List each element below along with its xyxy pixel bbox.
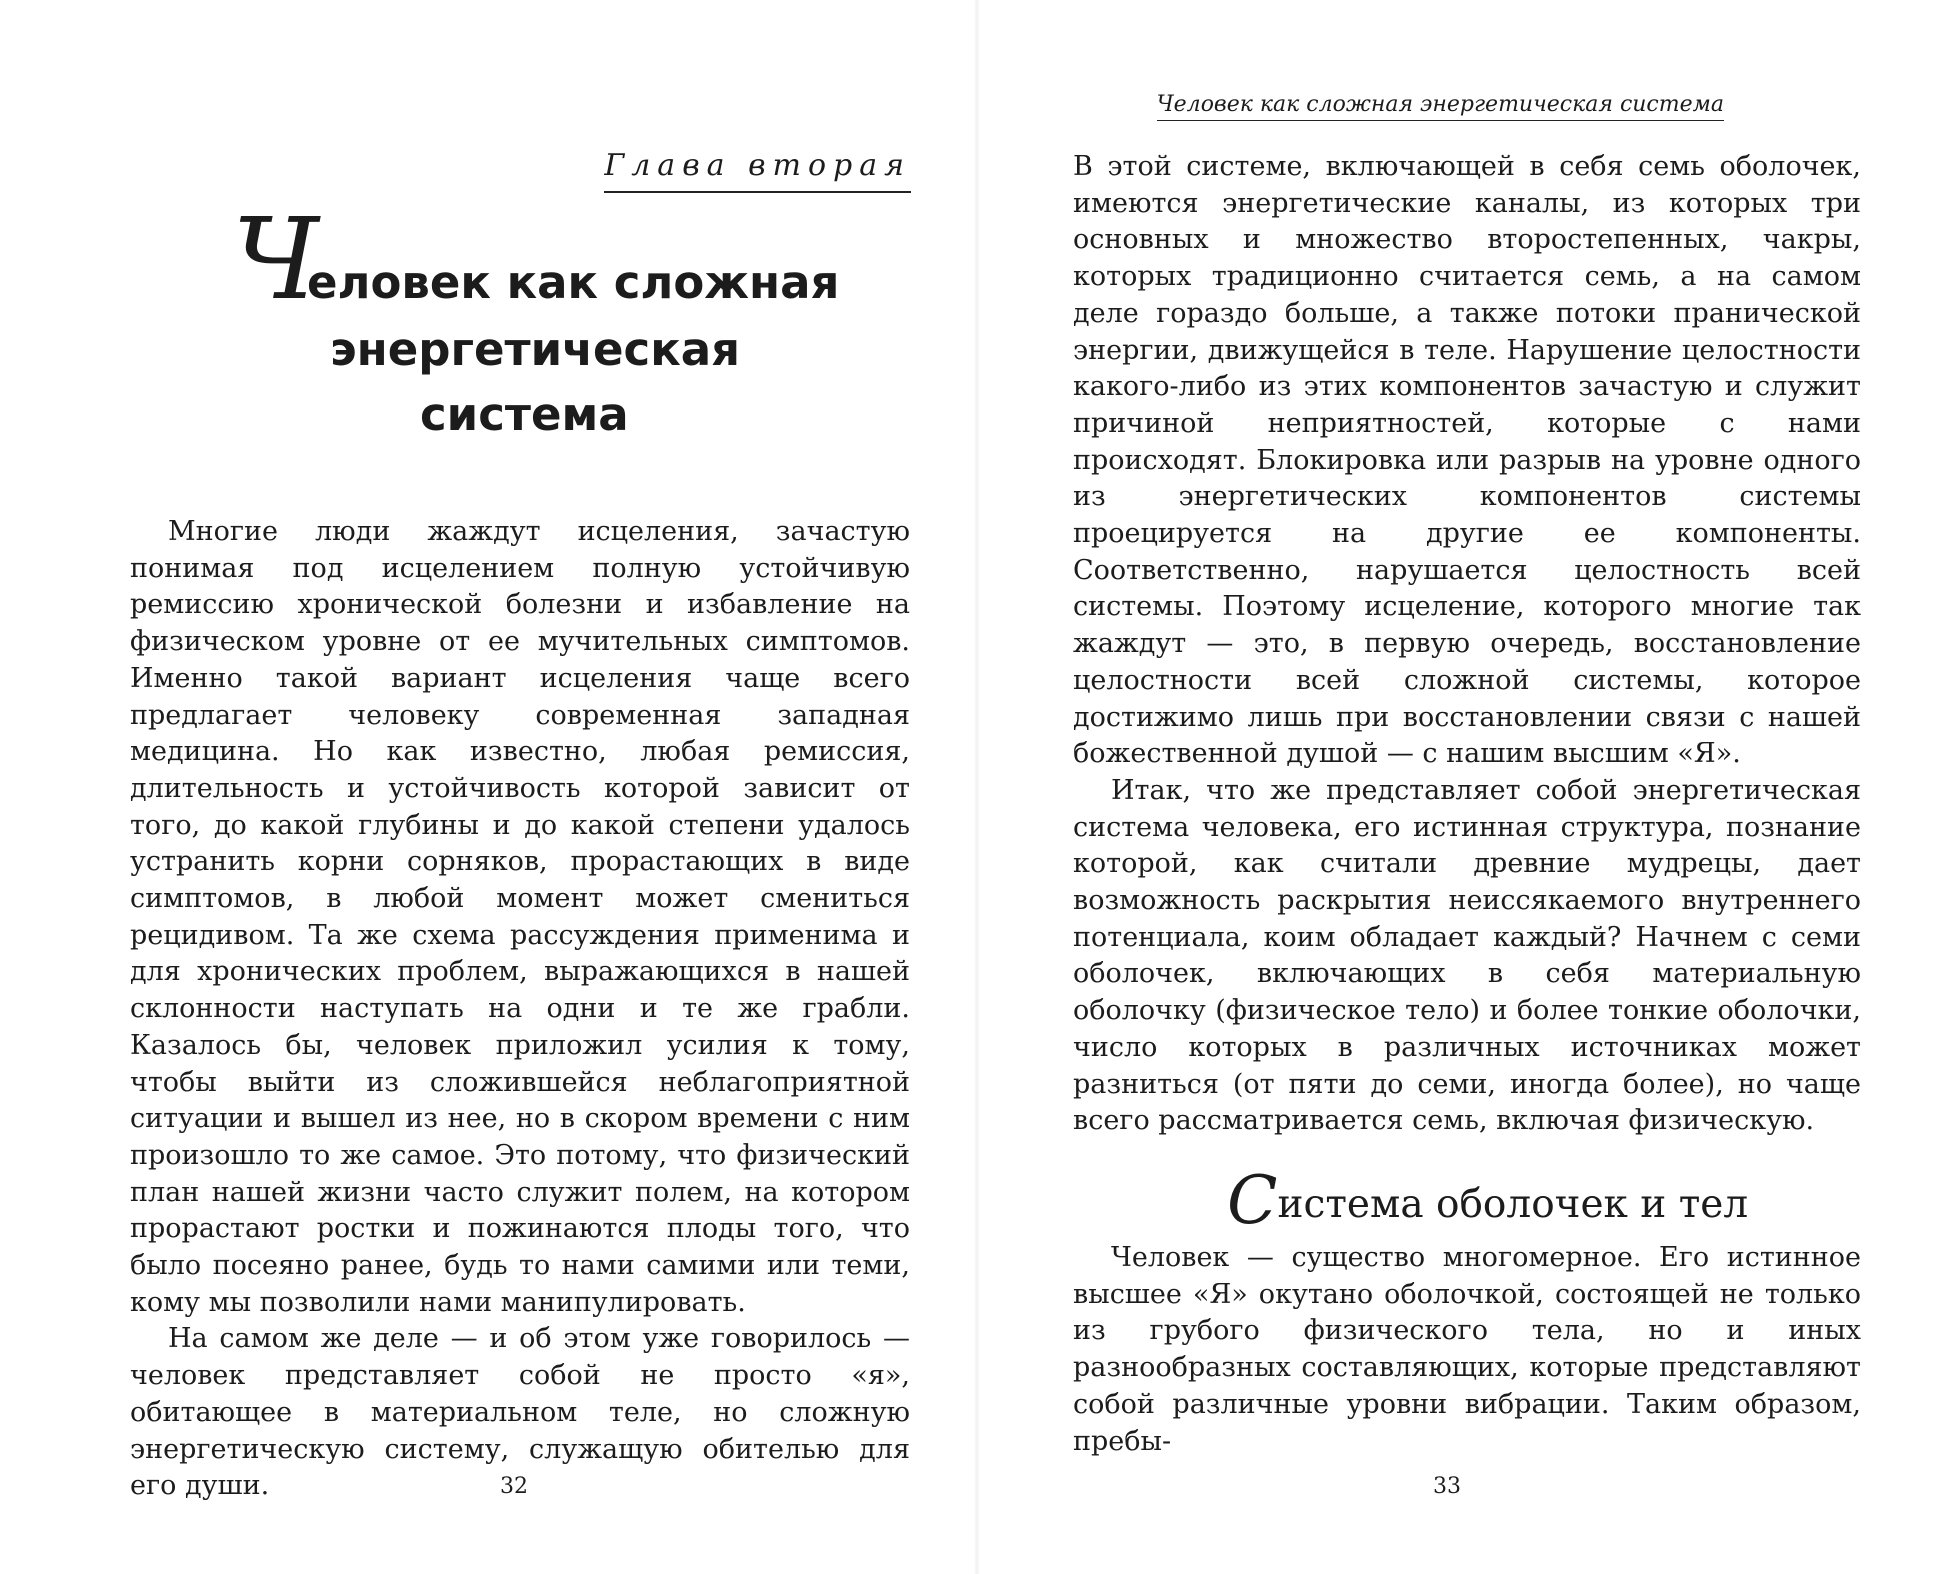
paragraph: Многие люди жаждут исцеления, зачастую понимая под исцелением полную устойчивую ремиссию хронической болезни и избавление на физическом уровне от ее мучительных симптомов. Именно такой вариант исцеления чаще всего предлагает человеку современная западная медицина. Но как известно, любая ремиссия, длительность и устойчивость которой зависит от того, до какой глубины и до какой степени удалось устранить корни сорняков, прорастающих в виде симптомов, в любой момент может смениться рецидивом. Та же схема рассуждения применима и для хронических проблем, выражающихся в нашей склонности наступать на одни и те же грабли. Казалось бы, человек приложил усилия к тому, чтобы выйти из сложившейся неблагоприятной ситуации и вышел из нее, но в скором времени с ним произошло то же самое. Это потому, что физический план нашей жизни часто служит полем, на котором прорастают ростки и пожинаются плоды того, что было посеяно ранее, будь то нами самими или теми, кому мы позволили нами манипулировать. xyxy=(130,516,910,1318)
chapter-title-initial: Ч xyxy=(232,195,319,325)
chapter-title-line-1: еловек как сложная xyxy=(307,256,840,309)
paragraph: На самом же деле — и об этом уже говорилось — человек представляет собой не просто «я», обитающее в материальном теле, но сложную энергетическую систему, служащую обителью для его души. xyxy=(130,1323,910,1502)
chapter-title-line-3: система xyxy=(420,388,629,441)
running-head: Человек как сложная энергетическая система xyxy=(1157,92,1724,121)
left-body-text xyxy=(130,514,910,1505)
page-number-right: 33 xyxy=(1433,1474,1461,1499)
paragraph: Итак, что же представляет собой энергетическая система человека, его истинная структура, познание которой, как считали древние мудрецы, дает возможность раскрытия неиссякаемого внутреннего потенциала, коим обладает каждый? Начнем с семи оболочек, включающих в себя материальную оболочку (физическое тело) и более тонкие оболочки, число которых в различных источниках может разниться (от пяти до семи, иногда более), но чаще всего рассматривается семь, включая физическую. xyxy=(1073,774,1861,1137)
page-number-left: 32 xyxy=(500,1474,528,1499)
section-heading xyxy=(1227,1162,1749,1239)
section-body-text xyxy=(1073,1240,1861,1460)
right-body-text xyxy=(1073,149,1861,1140)
chapter-title-line-2: энергетическая xyxy=(330,323,741,376)
paragraph: В этой системе, включающей в себя семь оболочек, имеются энергетические каналы, из которых три основных и множество второстепенных, чакры, которых традиционно считается семь, а на самом деле гораздо больше, а также потоки пранической энергии, движущейся в теле. Нарушение целостности какого-либо из этих компонентов зачастую и служит причиной неприятностей, которые с нами происходят. Блокировка или разрыв на уровне одного из энергетических компонентов системы проецируется на другие ее компоненты. Соответственно, нарушается целостность всей системы. Поэтому исцеление, которого многие так жаждут — это, в первую очередь, восстановление целостности всей сложной системы, которое достижимо лишь при восстановлении связи с нашей божественной душой — с нашим высшим «Я». xyxy=(1073,151,1861,770)
chapter-label: Глава вторая xyxy=(604,148,911,193)
section-heading-initial: С xyxy=(1227,1162,1278,1239)
right-page xyxy=(977,0,1954,1574)
section-heading-text: истема оболочек и тел xyxy=(1277,1182,1749,1227)
chapter-title xyxy=(232,195,892,444)
paragraph: Человек — существо многомерное. Его истинное высшее «Я» окутано оболочкой, состоящей не только из грубого физического тела, но и иных разнообразных составляющих, которые представляют собой различные уровни вибрации. Таким образом, пребы- xyxy=(1073,1242,1861,1457)
